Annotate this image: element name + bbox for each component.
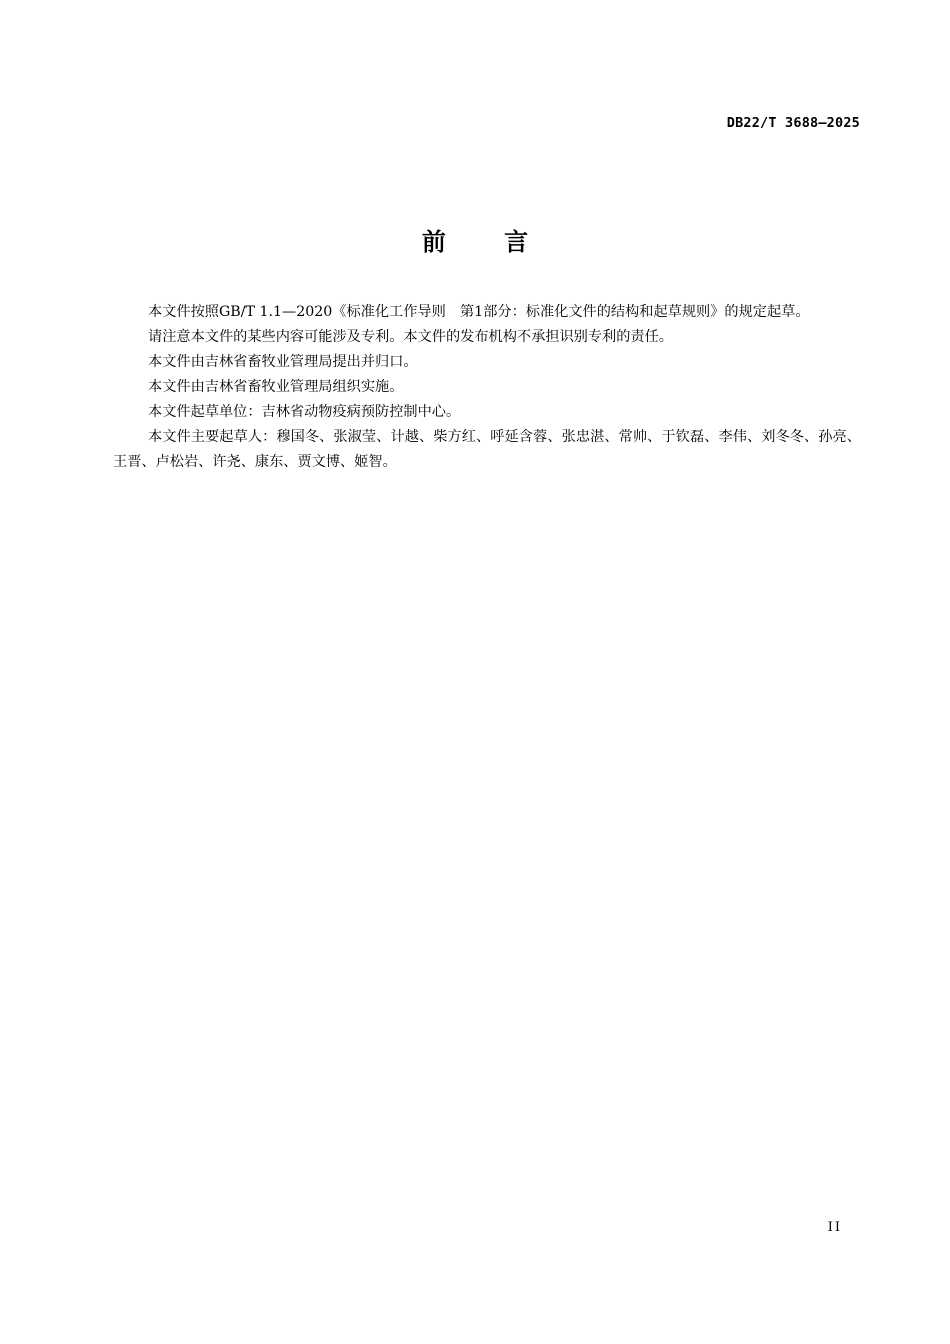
page-title bbox=[0, 222, 950, 257]
foreword-body bbox=[113, 300, 861, 475]
paragraph-implementer: 本文件由吉林省畜牧业管理局组织实施。 bbox=[148, 379, 404, 395]
paragraph-drafting-unit: 本文件起草单位：吉林省动物疫病预防控制中心。 bbox=[148, 404, 461, 420]
title-char-1: 前 bbox=[421, 228, 446, 256]
paragraph-patent-notice: 请注意本文件的某些内容可能涉及专利。本文件的发布机构不承担识别专利的责任。 bbox=[148, 329, 673, 345]
page-number: II bbox=[827, 1220, 842, 1235]
paragraph-drafting-rules: 本文件按照GB/T 1.1—2020《标准化工作导则 第1部分：标准化文件的结构和起草规则》的规定起草。 bbox=[148, 304, 810, 320]
title-char-2: 言 bbox=[504, 228, 529, 256]
paragraph-proposer: 本文件由吉林省畜牧业管理局提出并归口。 bbox=[148, 354, 418, 370]
paragraph-drafters: 本文件主要起草人：穆国冬、张淑莹、计越、柴方红、呼延含蓉、张忠湛、常帅、于钦磊、李伟、刘冬冬、孙亮、王晋、卢松岩、许尧、康东、贾文博、姬智。 bbox=[113, 429, 861, 470]
document-code: DB22/T 3688—2025 bbox=[726, 115, 860, 131]
